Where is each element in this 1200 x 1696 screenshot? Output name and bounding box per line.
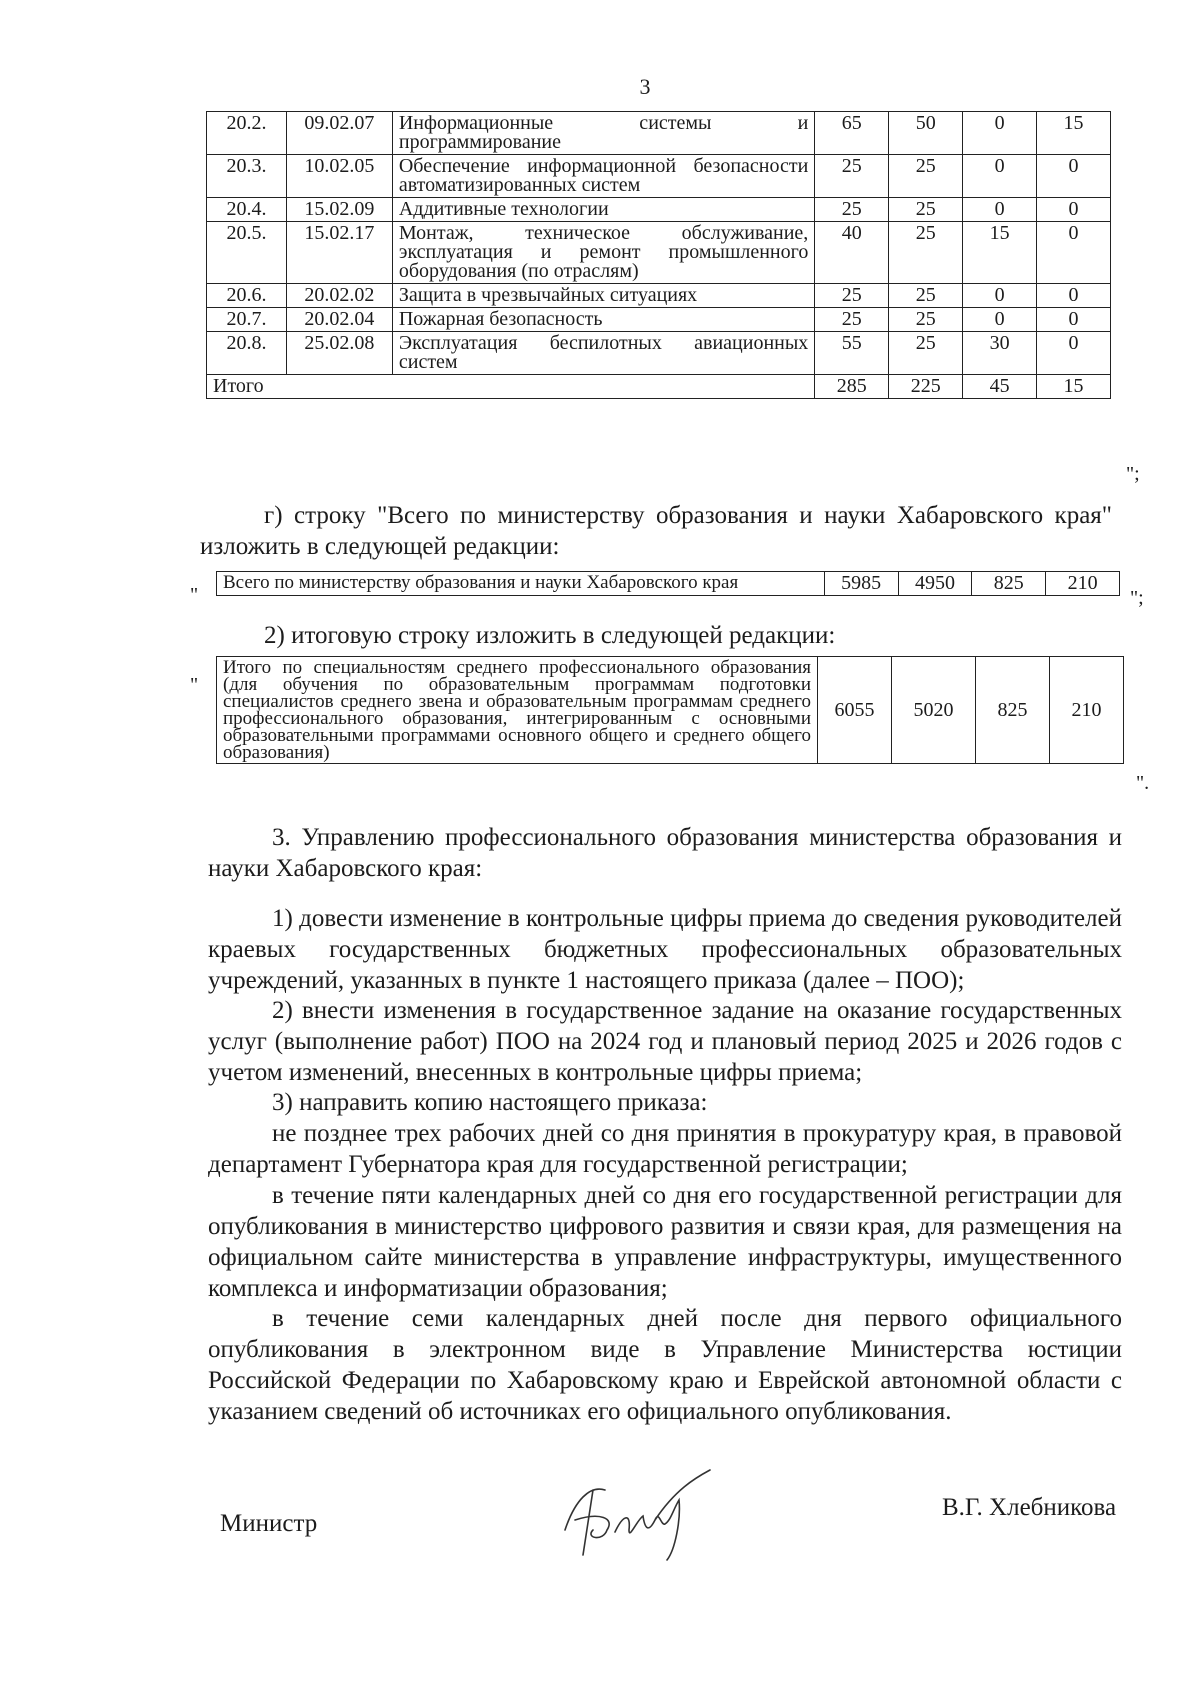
row-value: 0 [963,198,1037,222]
row-value: 4950 [898,572,972,596]
row-name: Монтаж, техническое обслуживание, эксплуатация и ремонт промышленного оборудования (по отраслям) [392,222,814,284]
row-value: 0 [1037,284,1111,308]
table-row [207,308,1111,332]
row-code: 09.02.07 [286,112,392,155]
row-value: 0 [1037,155,1111,198]
section-3-intro: 3. Управлению профессионального образования министерства образования и науки Хабаровского края: [208,824,1122,882]
table-row [207,112,1111,155]
row-value: 5020 [892,657,976,764]
row-code: 25.02.08 [286,332,392,375]
row-value: 25 [889,155,963,198]
row-value: 65 [815,112,889,155]
row-value: 210 [1050,657,1124,764]
section-3-point-3: 3) направить копию настоящего приказа: [272,1089,708,1116]
row-value: 25 [889,284,963,308]
signature-image [545,1460,715,1575]
row-value: 210 [1046,572,1120,596]
row-value: 25 [815,198,889,222]
row-name: Обеспечение информационной безопасности автоматизированных систем [392,155,814,198]
row-name: Всего по министерству образования и науки Хабаровского края [217,572,825,596]
row-value: 25 [889,198,963,222]
section-3-point-3a: не позднее трех рабочих дней со дня принятия в прокуратуру края, в правовой департамент Губернатора края для государственной регистрации; [208,1120,1122,1178]
total-value: 15 [1037,375,1111,399]
closing-quote: "; [1126,463,1140,485]
row-value: 825 [976,657,1050,764]
total-label: Итого [207,375,815,399]
table-row [207,198,1111,222]
row-number: 20.3. [207,155,287,198]
row-value: 0 [963,155,1037,198]
row-code: 20.02.04 [286,308,392,332]
row-value: 6055 [818,657,892,764]
item-g-text: г) строку "Всего по министерству образования и науки Хабаровского края" изложить в следующей редакции: [200,502,1112,560]
row-code: 15.02.17 [286,222,392,284]
row-name: Информационные системы и программирование [392,112,814,155]
item-2-text: 2) итоговую строку изложить в следующей редакции: [264,622,836,649]
section-3-point-3b: в течение пяти календарных дней со дня его государственной регистрации для опубликования в министерство цифрового развития и связи края, для размещения на официальном сайте министерства в управление инфраструктуры, имущественного комплекса и информатизации образования; [208,1182,1122,1302]
row-value: 25 [815,308,889,332]
open-quote: " [190,674,199,696]
row-value: 0 [963,308,1037,332]
row-value: 55 [815,332,889,375]
row-name: Пожарная безопасность [392,308,814,332]
row-number: 20.6. [207,284,287,308]
page-number: 3 [639,74,651,99]
row-value: 5985 [824,572,898,596]
row-code: 10.02.05 [286,155,392,198]
section-3-point-1: 1) довести изменение в контрольные цифры приема до сведения руководителей краевых государственных бюджетных профессиональных образовательных учреждений, указанных в пункте 1 настоящего приказа (далее – ПОО); [208,905,1122,994]
section-3-point-3c: в течение семи календарных дней после дня первого официального опубликования в электронном виде в Управление Министерства юстиции Российской Федерации по Хабаровскому краю и Еврейской автономной области с указанием сведений об источниках его официального опубликования. [208,1305,1122,1425]
row-value: 15 [1037,112,1111,155]
row-value: 25 [889,308,963,332]
table-row [217,657,1124,764]
row-value: 25 [815,284,889,308]
table-total-row [207,375,1111,399]
total-value: 45 [963,375,1037,399]
closing-quote: "; [1130,587,1144,609]
table-row [207,284,1111,308]
total-ministry-table [216,571,1120,596]
row-name: Защита в чрезвычайных ситуациях [392,284,814,308]
row-name: Итого по специальностям среднего профессионального образования (для обучения по образовательным программам подготовки специалистов среднего звена и образовательным программам среднего профессионального образования, интегрированным с основными образовательными программами основного общего и среднего общего образования) [217,657,818,764]
row-value: 25 [889,332,963,375]
row-name: Аддитивные технологии [392,198,814,222]
final-total-table [216,656,1124,764]
total-value: 225 [889,375,963,399]
row-value: 50 [889,112,963,155]
minister-title: Министр [220,1510,318,1537]
closing-quote: ". [1136,772,1150,794]
section-3-point-2: 2) внести изменения в государственное задание на оказание государственных услуг (выполнение работ) ПОО на 2024 год и плановый период 2025 и 2026 годов с учетом изменений, внесенных в контрольные цифры приема; [208,997,1122,1086]
row-number: 20.5. [207,222,287,284]
row-value: 25 [889,222,963,284]
row-value: 15 [963,222,1037,284]
row-value: 0 [1037,332,1111,375]
row-number: 20.2. [207,112,287,155]
specialty-table [206,111,1111,399]
table-row [207,222,1111,284]
row-code: 20.02.02 [286,284,392,308]
row-value: 825 [972,572,1046,596]
row-value: 0 [1037,222,1111,284]
row-value: 40 [815,222,889,284]
row-value: 0 [1037,308,1111,332]
table-row [207,332,1111,375]
row-value: 0 [963,284,1037,308]
row-number: 20.4. [207,198,287,222]
table-row [207,155,1111,198]
row-name: Эксплуатация беспилотных авиационных систем [392,332,814,375]
row-number: 20.8. [207,332,287,375]
row-number: 20.7. [207,308,287,332]
row-code: 15.02.09 [286,198,392,222]
row-value: 30 [963,332,1037,375]
open-quote: " [190,584,199,606]
total-value: 285 [815,375,889,399]
row-value: 0 [963,112,1037,155]
table-row [217,572,1120,596]
row-value: 25 [815,155,889,198]
minister-name: В.Г. Хлебникова [942,1494,1117,1521]
row-value: 0 [1037,198,1111,222]
